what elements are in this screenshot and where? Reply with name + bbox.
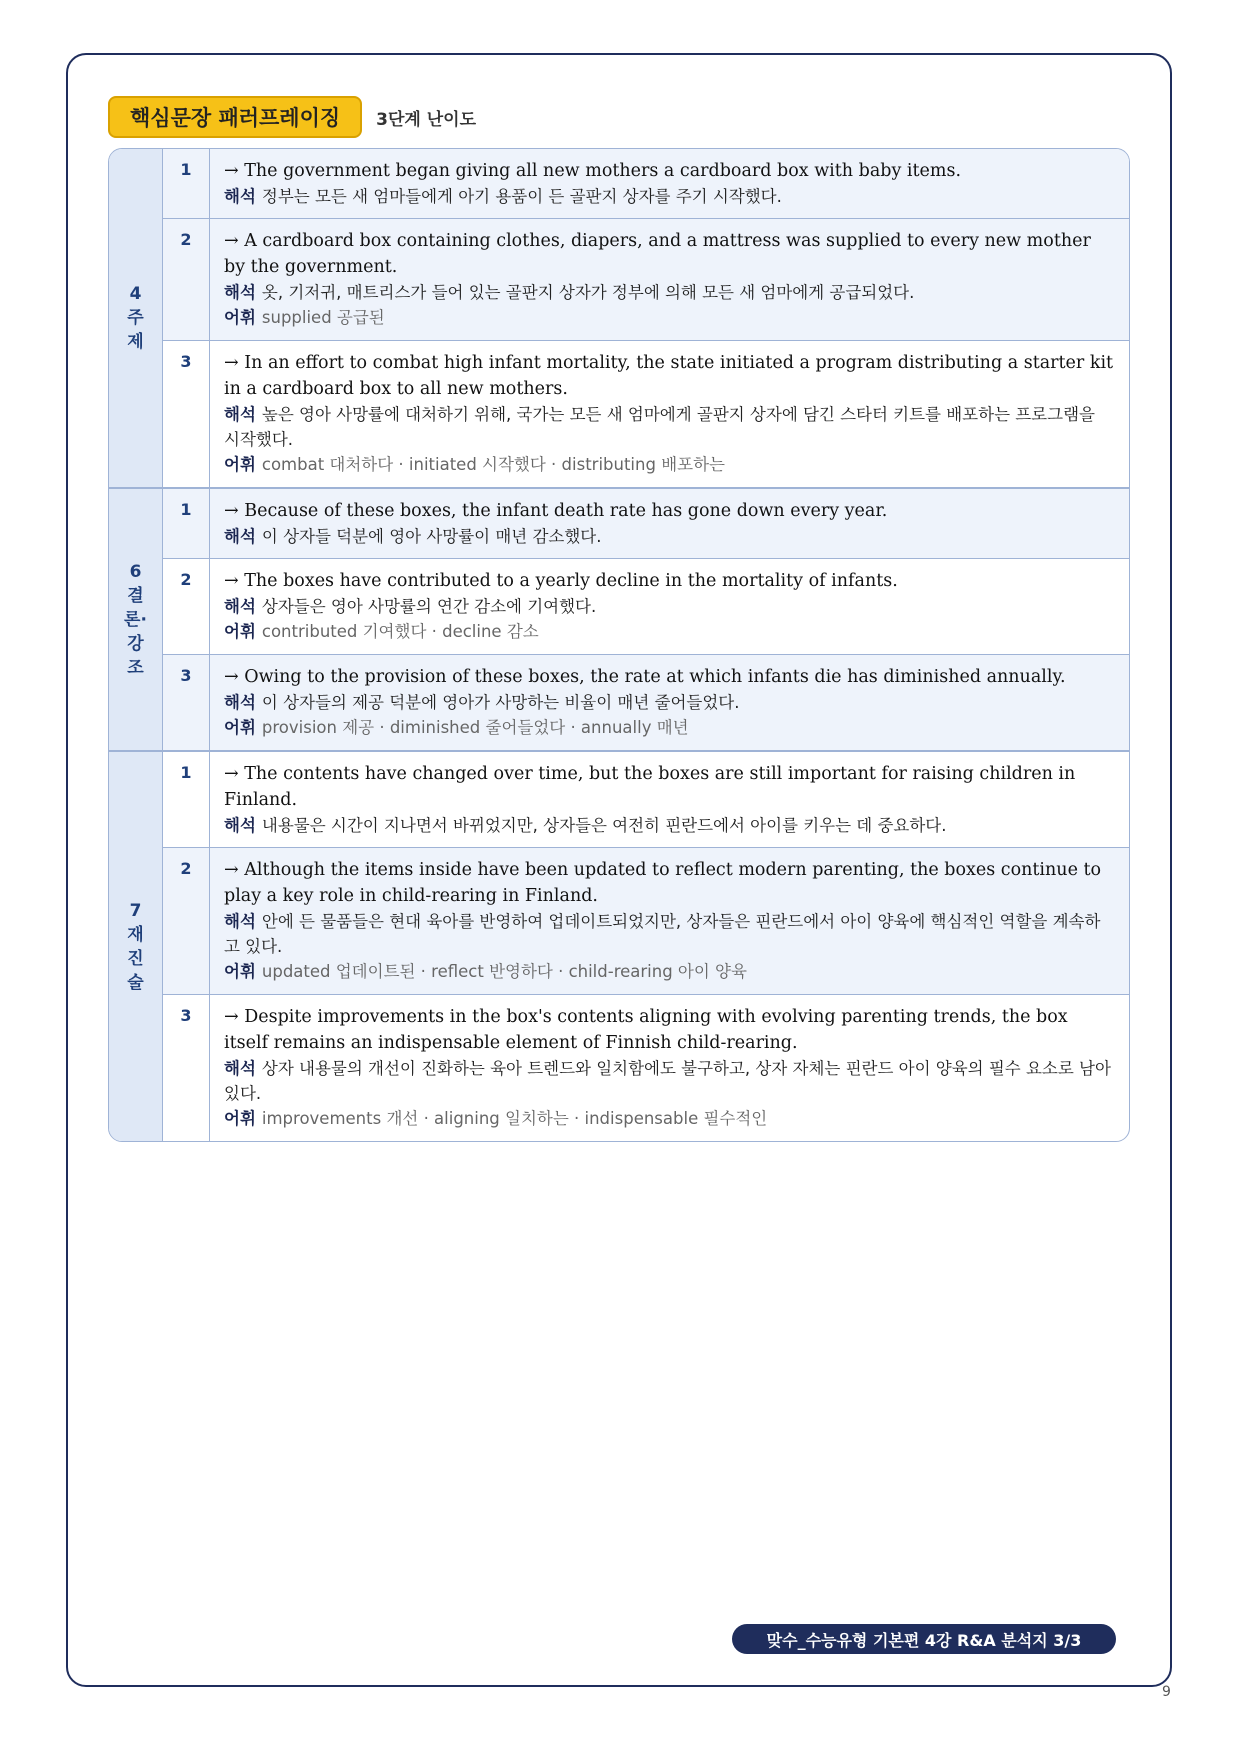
korean-translation: 안에 든 물품들은 현대 육아를 반영하여 업데이트되었지만, 상자들은 핀란드에서 아이 양육에 핵심적인 역할을 계속하고 있다. bbox=[224, 912, 1101, 956]
table-row bbox=[163, 559, 1129, 655]
translation-tag: 해석 bbox=[224, 405, 256, 424]
korean-translation: 이 상자들의 제공 덕분에 영아가 사망하는 비율이 매년 줄어들었다. bbox=[261, 693, 740, 712]
group-restatement bbox=[109, 752, 1129, 1141]
group-label-char: 론· bbox=[124, 609, 147, 630]
english-sentence: → Although the items inside have been updated to reflect modern parenting, the boxes continue to play a key role in child-rearing in Finland. bbox=[224, 860, 1102, 906]
group-topic bbox=[109, 149, 1129, 489]
english-sentence: → The boxes have contributed to a yearly decline in the mortality of infants. bbox=[224, 571, 898, 591]
group-label-char: 제 bbox=[127, 332, 144, 352]
english-sentence: → Despite improvements in the box's contents aligning with evolving parenting trends, the box itself remains an indispensable element of Finnish child-rearing. bbox=[224, 1007, 1068, 1053]
vocab-list: supplied 공급된 bbox=[261, 308, 385, 327]
group-label-char: 7 bbox=[129, 900, 142, 921]
group-conclusion bbox=[109, 489, 1129, 752]
translation-tag: 해석 bbox=[224, 283, 256, 302]
group-label-char: 재 bbox=[127, 924, 144, 945]
section-title-badge: 핵심문장 패러프레이징 bbox=[108, 96, 362, 138]
group-label-char: 결 bbox=[127, 585, 144, 606]
table-row bbox=[163, 655, 1129, 750]
vocab-tag: 어휘 bbox=[224, 308, 256, 327]
table-row bbox=[163, 995, 1129, 1141]
table-row bbox=[163, 341, 1129, 487]
table-row bbox=[163, 219, 1129, 341]
vocab-list: updated 업데이트된 · reflect 반영하다 · child-rearing 아이 양육 bbox=[261, 962, 747, 981]
vocab-tag: 어휘 bbox=[224, 718, 256, 737]
row-number: 1 bbox=[163, 149, 210, 218]
english-sentence: → Because of these boxes, the infant death rate has gone down every year. bbox=[224, 501, 888, 521]
group-label bbox=[109, 489, 163, 750]
translation-tag: 해석 bbox=[224, 816, 256, 835]
vocab-list: improvements 개선 · aligning 일치하는 · indispensable 필수적인 bbox=[261, 1109, 768, 1128]
translation-tag: 해석 bbox=[224, 1059, 256, 1078]
group-label-char: 주 bbox=[127, 308, 144, 328]
korean-translation: 내용물은 시간이 지나면서 바뀌었지만, 상자들은 여전히 핀란드에서 아이를 키우는 데 중요하다. bbox=[261, 816, 947, 835]
table-row bbox=[163, 149, 1129, 219]
korean-translation: 옷, 기저귀, 매트리스가 들어 있는 골판지 상자가 정부에 의해 모든 새 엄마에게 공급되었다. bbox=[261, 283, 915, 302]
page-number: 9 bbox=[1162, 1684, 1171, 1700]
vocab-tag: 어휘 bbox=[224, 1109, 256, 1128]
row-number: 2 bbox=[163, 848, 210, 994]
translation-tag: 해석 bbox=[224, 912, 256, 931]
english-sentence: → The contents have changed over time, but the boxes are still important for raising children in Finland. bbox=[224, 764, 1076, 810]
english-sentence: → In an effort to combat high infant mortality, the state initiated a program distributing a starter kit in a cardboard box to all new mothers. bbox=[224, 353, 1114, 399]
row-number: 3 bbox=[163, 341, 210, 487]
table-row bbox=[163, 489, 1129, 559]
translation-tag: 해석 bbox=[224, 693, 256, 712]
row-number: 3 bbox=[163, 995, 210, 1141]
vocab-tag: 어휘 bbox=[224, 622, 256, 641]
row-number: 3 bbox=[163, 655, 210, 750]
group-label-char: 조 bbox=[127, 657, 144, 678]
group-label-char: 진 bbox=[127, 948, 144, 969]
translation-tag: 해석 bbox=[224, 527, 256, 546]
korean-translation: 정부는 모든 새 엄마들에게 아기 용품이 든 골판지 상자를 주기 시작했다. bbox=[261, 187, 782, 206]
english-sentence: → A cardboard box containing clothes, diapers, and a mattress was supplied to every new mother by the government. bbox=[224, 231, 1091, 277]
english-sentence: → Owing to the provision of these boxes, the rate at which infants die has diminished annually. bbox=[224, 667, 1066, 687]
paraphrase-table bbox=[108, 148, 1130, 1142]
vocab-list: contributed 기여했다 · decline 감소 bbox=[261, 622, 539, 641]
table-row bbox=[163, 848, 1129, 995]
table-row bbox=[163, 752, 1129, 848]
translation-tag: 해석 bbox=[224, 597, 256, 616]
group-label-char: 4 bbox=[129, 284, 142, 304]
group-label-char: 강 bbox=[127, 633, 144, 654]
section-header bbox=[108, 96, 476, 138]
footer-label: 맞수_수능유형 기본편 4강 R&A 분석지 3/3 bbox=[732, 1624, 1116, 1654]
group-label-char: 술 bbox=[127, 972, 144, 993]
row-number: 1 bbox=[163, 489, 210, 558]
vocab-list: provision 제공 · diminished 줄어들었다 · annually 매년 bbox=[261, 718, 689, 737]
translation-tag: 해석 bbox=[224, 187, 256, 206]
group-label bbox=[109, 752, 163, 1141]
vocab-tag: 어휘 bbox=[224, 962, 256, 981]
group-label-char: 6 bbox=[129, 561, 142, 582]
row-number: 1 bbox=[163, 752, 210, 847]
group-label bbox=[109, 149, 163, 487]
vocab-list: combat 대처하다 · initiated 시작했다 · distributing 배포하는 bbox=[261, 455, 725, 474]
vocab-tag: 어휘 bbox=[224, 455, 256, 474]
row-number: 2 bbox=[163, 559, 210, 654]
korean-translation: 이 상자들 덕분에 영아 사망률이 매년 감소했다. bbox=[261, 527, 602, 546]
row-number: 2 bbox=[163, 219, 210, 340]
korean-translation: 상자 내용물의 개선이 진화하는 육아 트렌드와 일치함에도 불구하고, 상자 자체는 핀란드 아이 양육의 필수 요소로 남아 있다. bbox=[224, 1059, 1111, 1103]
difficulty-label: 3단계 난이도 bbox=[376, 109, 477, 130]
korean-translation: 높은 영아 사망률에 대처하기 위해, 국가는 모든 새 엄마에게 골판지 상자에 담긴 스타터 키트를 배포하는 프로그램을 시작했다. bbox=[224, 405, 1095, 449]
english-sentence: → The government began giving all new mothers a cardboard box with baby items. bbox=[224, 161, 962, 181]
korean-translation: 상자들은 영아 사망률의 연간 감소에 기여했다. bbox=[261, 597, 597, 616]
